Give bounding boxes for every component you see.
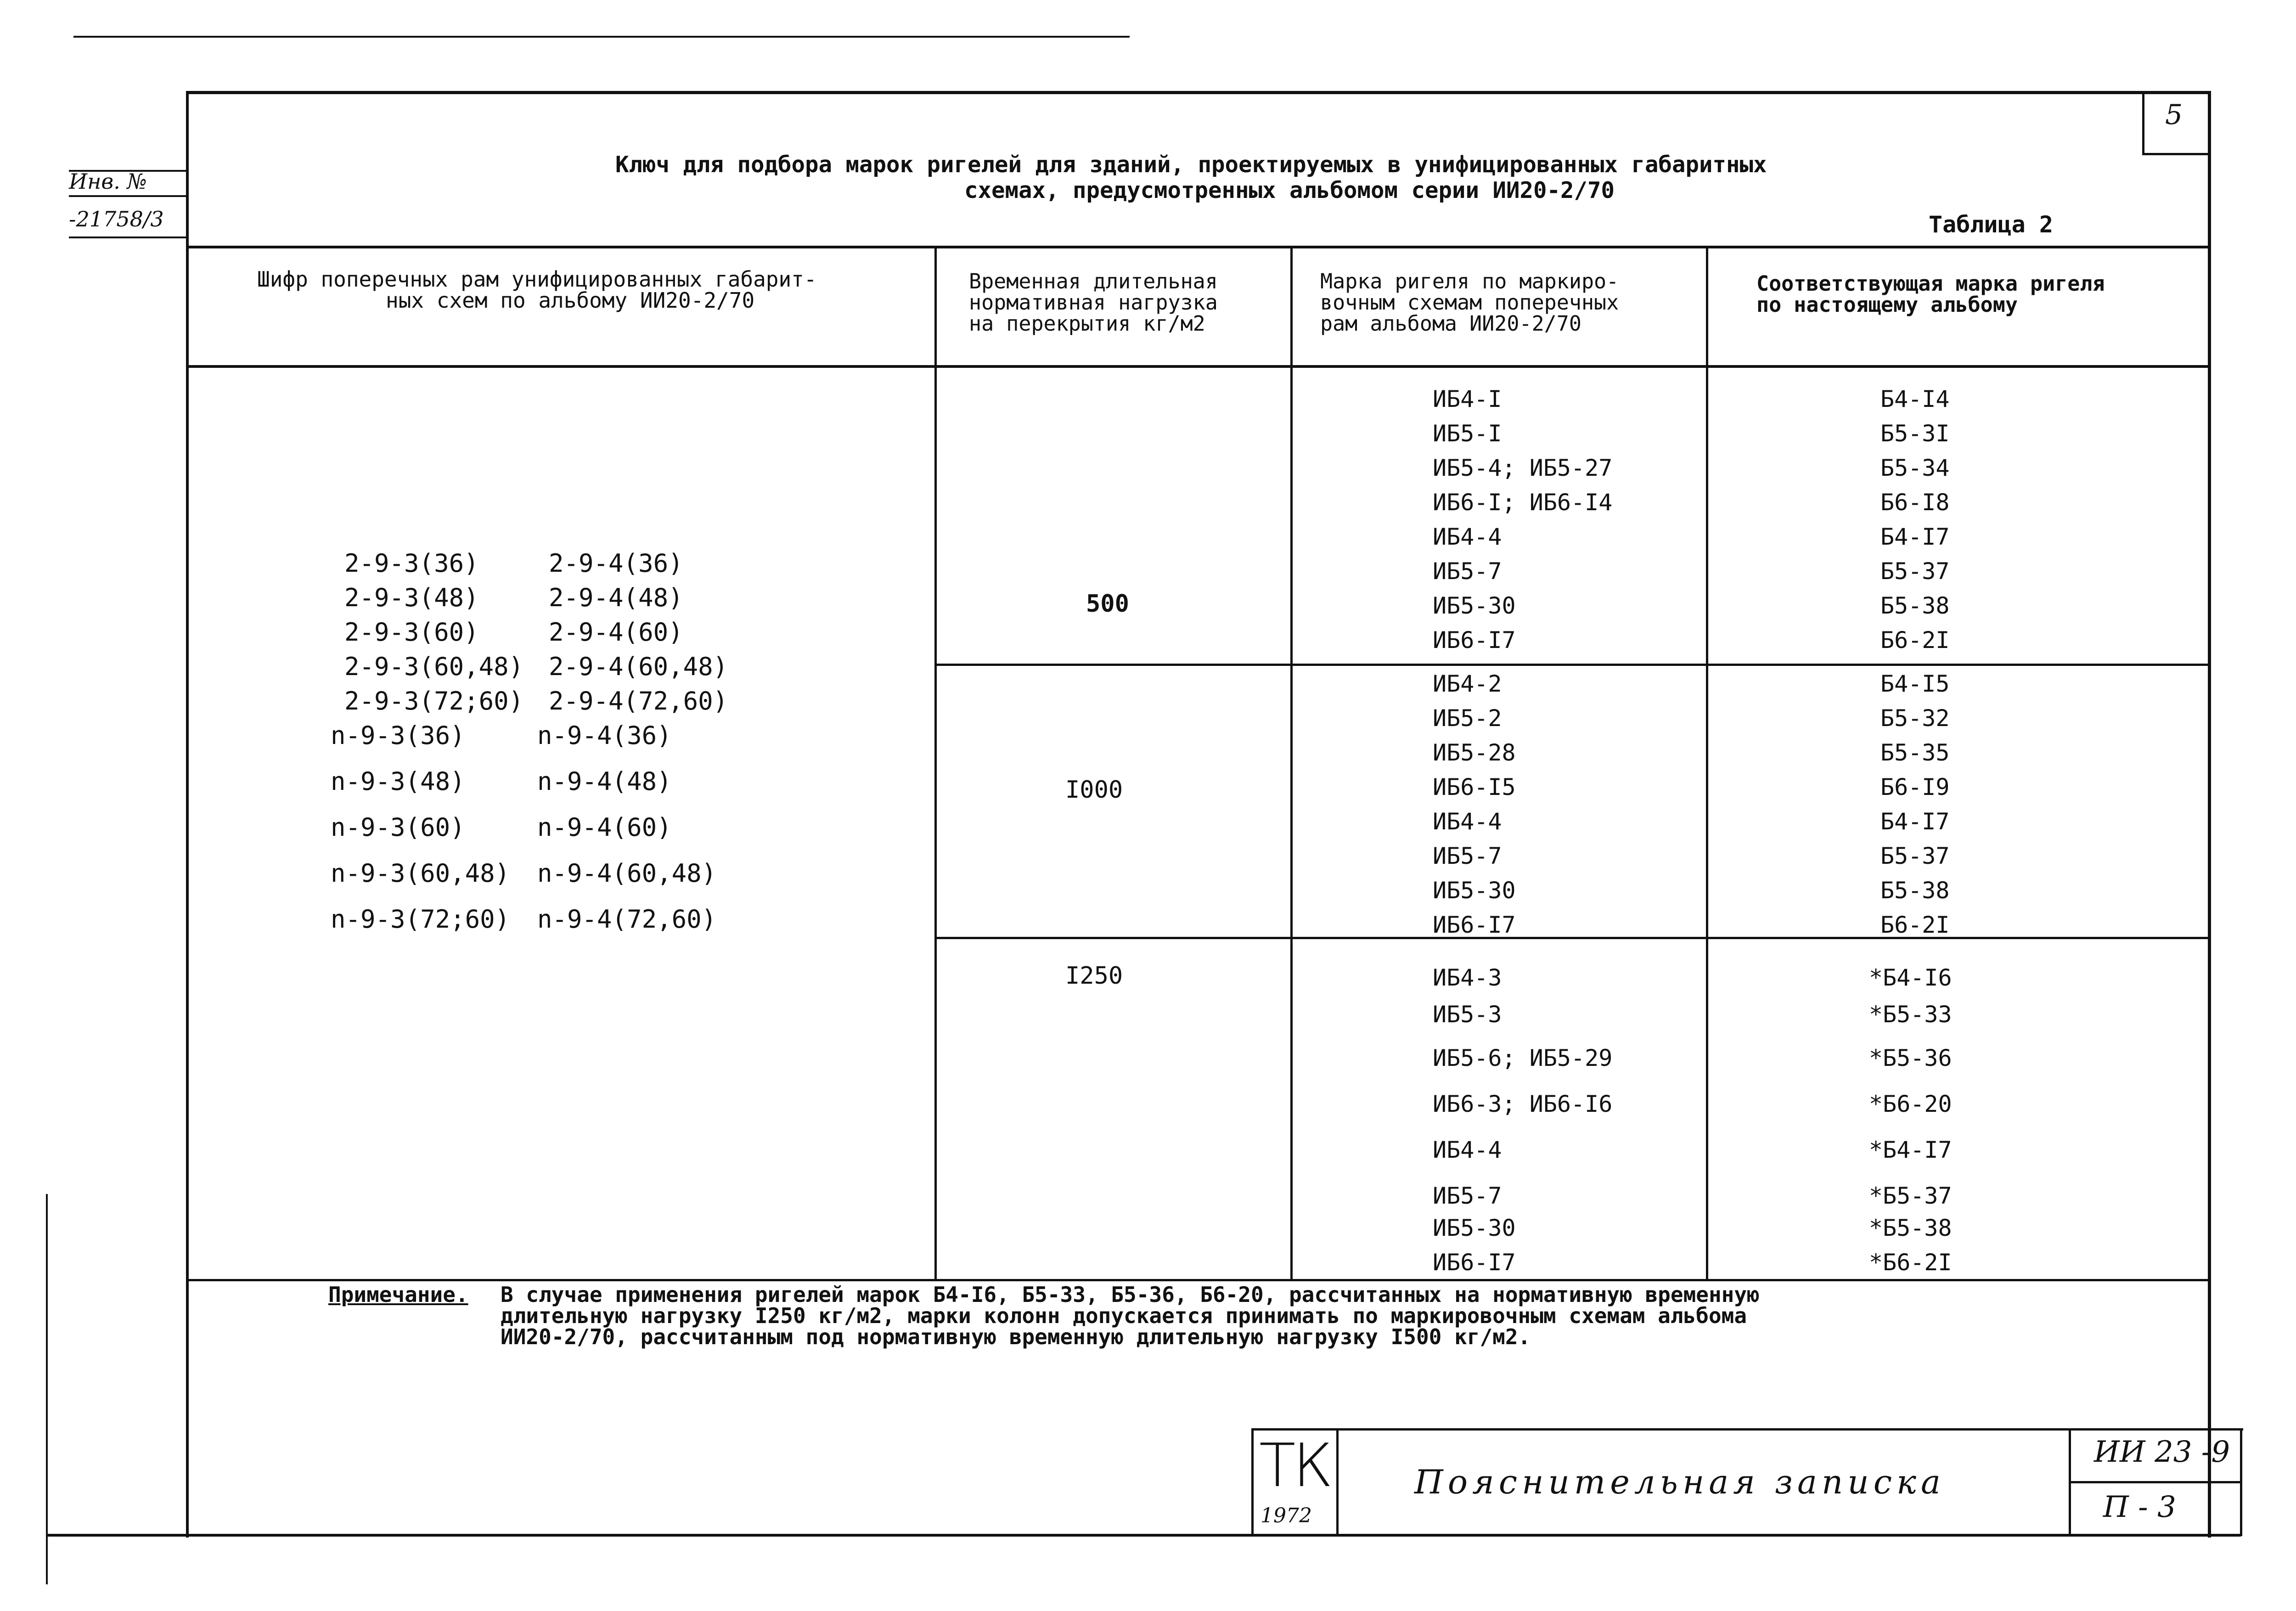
old-mark-cell: ИБ5-30	[1433, 592, 1516, 619]
frame-code-right: 2-9-4(60,48)	[549, 652, 728, 681]
frame-code-left: 2-9-3(60)	[344, 618, 479, 647]
new-mark-cell: Б5-3I	[1880, 420, 1950, 447]
frame-code-left: n-9-3(60)	[331, 813, 465, 842]
frame-right	[2208, 91, 2211, 1538]
old-mark-cell: ИБ4-2	[1433, 670, 1502, 697]
note-line-1: В случае применения ригелей марок Б4-I6, Б5-33, Б5-36, Б6-20, рассчитанных на нормативную временную	[501, 1282, 1760, 1307]
header-col3-line-3: рам альбома ИИ20-2/70	[1320, 311, 1581, 336]
old-mark-cell: ИБ6-I; ИБ6-I4	[1433, 489, 1613, 516]
col-line-2	[1290, 246, 1293, 1281]
old-mark-cell: ИБ5-7	[1433, 558, 1502, 585]
group-line-2	[934, 937, 2211, 939]
header-col3-line-2: вочным схемам поперечных	[1320, 290, 1619, 315]
new-mark-cell: Б5-34	[1880, 455, 1950, 481]
header-col2-line-2: нормативная нагрузка	[969, 290, 1218, 315]
frame-bottom	[46, 1534, 2241, 1537]
frame-code-left: 2-9-3(36)	[344, 549, 479, 578]
new-mark-cell: Б6-2I	[1880, 627, 1950, 653]
top-ruler-line	[73, 36, 1130, 38]
frame-code-left: 2-9-3(72;60)	[344, 687, 524, 715]
new-mark-cell: *Б5-37	[1869, 1183, 1952, 1209]
old-mark-cell: ИБ4-3	[1433, 964, 1502, 991]
new-mark-cell: Б5-35	[1880, 739, 1950, 766]
header-col2-line-3: на перекрытия кг/м2	[969, 311, 1205, 336]
frame-code-left: n-9-3(48)	[331, 767, 465, 796]
margin-stamp-line-3	[69, 237, 186, 238]
titleblock-logo-divider	[1336, 1428, 1339, 1536]
new-mark-cell: *Б4-I7	[1869, 1137, 1952, 1163]
titleblock-doc-title: Пояснительная записка	[1414, 1463, 1945, 1501]
new-mark-cell: *Б5-36	[1869, 1045, 1952, 1071]
frame-code-right: n-9-4(60,48)	[537, 859, 717, 888]
note-line-2: длительную нагрузку I250 кг/м2, марки колонн допускается принимать по маркировочным схемам альбома	[501, 1303, 1747, 1328]
table-label: Таблица 2	[1929, 211, 2053, 238]
header-frame-code	[257, 269, 817, 311]
old-mark-cell: ИБ6-I7	[1433, 627, 1516, 653]
titleblock-right-edge	[2240, 1428, 2242, 1536]
titleblock-mid-divider	[2069, 1481, 2241, 1483]
group-line-1	[934, 664, 2211, 666]
header-bottom-line	[186, 365, 2211, 368]
old-mark-cell: ИБ6-I5	[1433, 774, 1516, 800]
frame-code-left: n-9-3(36)	[331, 721, 465, 750]
new-mark-cell: Б5-38	[1880, 877, 1950, 904]
header-col2-line-1: Временная длительная	[969, 269, 1218, 293]
old-mark-cell: ИБ4-I	[1433, 386, 1502, 412]
new-mark-cell: *Б5-33	[1869, 1001, 1952, 1028]
margin-inv-label: Инв. №	[69, 169, 147, 194]
load-value-1000: I000	[1065, 776, 1123, 804]
new-mark-cell: Б5-37	[1880, 843, 1950, 869]
old-mark-cell: ИБ6-I7	[1433, 1249, 1516, 1276]
old-mark-cell: ИБ5-3	[1433, 1001, 1502, 1028]
frame-code-right: n-9-4(48)	[537, 767, 672, 796]
titleblock-sheet: П - 3	[2103, 1490, 2176, 1524]
header-col3-line-1: Марка ригеля по маркиро-	[1320, 269, 1619, 293]
frame-code-left: 2-9-3(48)	[344, 583, 479, 612]
header-load	[969, 271, 1218, 334]
new-mark-cell: Б4-I7	[1880, 524, 1950, 550]
old-mark-cell: ИБ5-2	[1433, 705, 1502, 732]
left-border-line	[46, 1194, 48, 1584]
table-bottom-line	[186, 1279, 2211, 1281]
frame-code-right: 2-9-4(72,60)	[549, 687, 728, 715]
frame-code-left: 2-9-3(60,48)	[344, 652, 524, 681]
new-mark-cell: Б5-37	[1880, 558, 1950, 585]
titleblock-series: ИИ 23 -9	[2094, 1435, 2230, 1469]
frame-code-left: n-9-3(72;60)	[331, 905, 510, 934]
new-mark-cell: Б6-2I	[1880, 912, 1950, 938]
frame-code-right: 2-9-4(48)	[549, 583, 683, 612]
note-line-3: ИИ20-2/70, рассчитанным под нормативную временную длительную нагрузку I500 кг/м2.	[501, 1324, 1531, 1349]
header-col4-line-2: по настоящему альбому	[1756, 293, 2018, 317]
load-value-500: 500	[1086, 590, 1129, 618]
old-mark-cell: ИБ5-4; ИБ5-27	[1433, 455, 1613, 481]
frame-code-right: n-9-4(72,60)	[537, 905, 717, 934]
new-mark-cell: Б5-38	[1880, 592, 1950, 619]
old-mark-cell: ИБ5-7	[1433, 1183, 1502, 1209]
margin-stamp-line-2	[69, 195, 186, 197]
frame-code-right: 2-9-4(36)	[549, 549, 683, 578]
frame-code-right: 2-9-4(60)	[549, 618, 683, 647]
new-mark-cell: Б4-I5	[1880, 670, 1950, 697]
old-mark-cell: ИБ4-4	[1433, 808, 1502, 835]
new-mark-cell: Б4-I7	[1880, 808, 1950, 835]
frame-code-left: n-9-3(60,48)	[331, 859, 510, 888]
sheet-number: 5	[2165, 99, 2183, 131]
frame-code-right: n-9-4(60)	[537, 813, 672, 842]
titleblock-left	[1251, 1428, 1254, 1536]
old-mark-cell: ИБ5-30	[1433, 1215, 1516, 1241]
old-mark-cell: ИБ6-I7	[1433, 912, 1516, 938]
frame-code-right: n-9-4(36)	[537, 721, 672, 750]
new-mark-cell: Б6-I9	[1880, 774, 1950, 800]
new-mark-cell: Б4-I4	[1880, 386, 1950, 412]
titleblock-logo: ТК	[1259, 1431, 1331, 1500]
header-col4-line-1: Соответствующая марка ригеля	[1756, 271, 2105, 296]
header-new-mark	[1756, 273, 2105, 315]
new-mark-cell: Б6-I8	[1880, 489, 1950, 516]
old-mark-cell: ИБ4-4	[1433, 524, 1502, 550]
new-mark-cell: *Б6-20	[1869, 1091, 1952, 1117]
frame-top	[186, 91, 2211, 94]
frame-left	[186, 91, 189, 1538]
old-mark-cell: ИБ5-7	[1433, 843, 1502, 869]
col-line-3	[1706, 246, 1708, 1281]
titleblock-top	[1251, 1428, 2243, 1431]
load-value-1250: I250	[1065, 962, 1123, 990]
old-mark-cell: ИБ5-I	[1433, 420, 1502, 447]
old-mark-cell: ИБ5-30	[1433, 877, 1516, 904]
margin-inv-number: -21758/3	[69, 207, 164, 231]
old-mark-cell: ИБ4-4	[1433, 1137, 1502, 1163]
new-mark-cell: *Б4-I6	[1869, 964, 1952, 991]
new-mark-cell: *Б5-38	[1869, 1215, 1952, 1241]
header-col1-line-2: ных схем по альбому ИИ20-2/70	[386, 288, 755, 313]
title-line-2: схемах, предусмотренных альбомом серии ИИ20-2/70	[964, 177, 1615, 203]
new-mark-cell: Б5-32	[1880, 705, 1950, 732]
header-col1-line-1: Шифр поперечных рам унифицированных габарит-	[257, 267, 817, 292]
note-label: Примечание.	[328, 1282, 468, 1307]
title-line-1: Ключ для подбора марок ригелей для зданий, проектируемых в унифицированных габаритных	[615, 152, 1767, 178]
table-top-line	[186, 246, 2211, 248]
header-old-mark	[1320, 271, 1619, 334]
old-mark-cell: ИБ6-3; ИБ6-I6	[1433, 1091, 1613, 1117]
old-mark-cell: ИБ5-28	[1433, 739, 1516, 766]
new-mark-cell: *Б6-2I	[1869, 1249, 1952, 1276]
titleblock-year: 1972	[1261, 1504, 1312, 1527]
col-line-1	[934, 246, 937, 1281]
old-mark-cell: ИБ5-6; ИБ5-29	[1433, 1045, 1613, 1071]
